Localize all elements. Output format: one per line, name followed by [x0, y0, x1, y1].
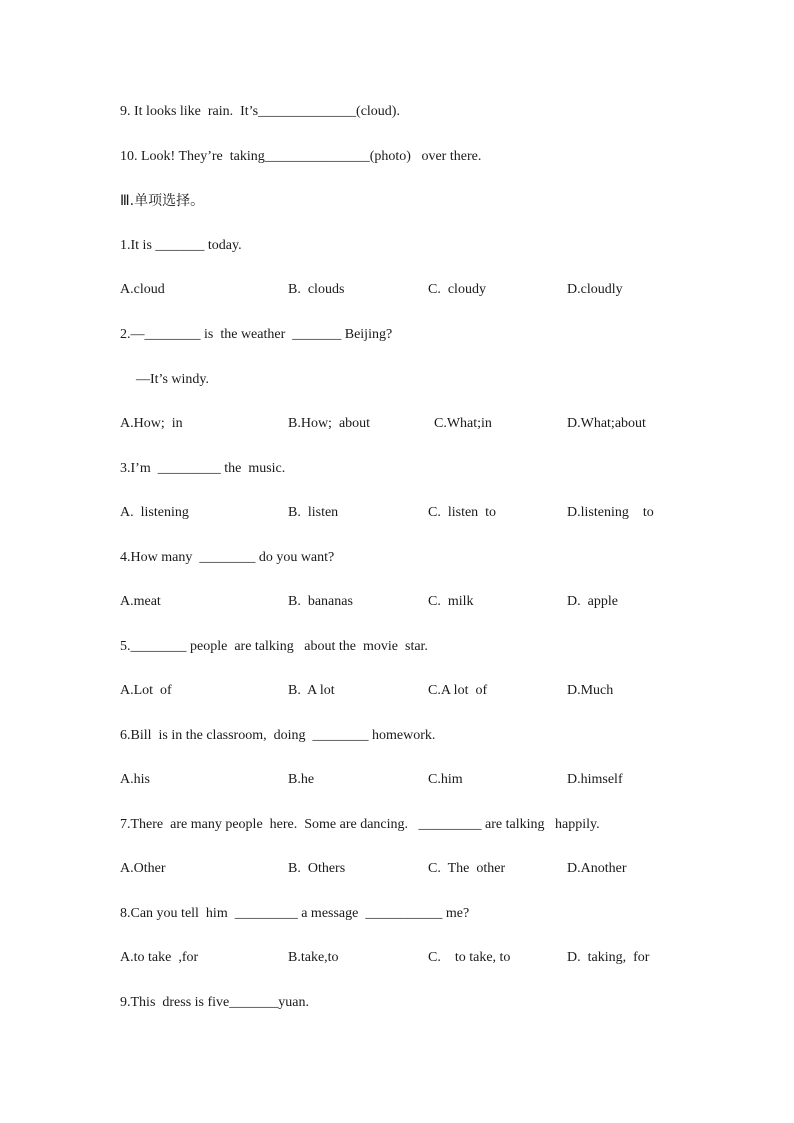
question-3-option-c: C. listen to	[428, 505, 497, 520]
question-1-stem: 1.It is _______ today.	[120, 238, 242, 253]
question-3-option-b: B. listen	[288, 505, 339, 520]
question-4-option-b: B. bananas	[288, 594, 353, 609]
question-8-option-c: C. to take, to	[428, 950, 511, 965]
question-4-option-c: C. milk	[428, 594, 474, 609]
fill-in-question-10: 10. Look! They’re taking_______________(photo) over there.	[120, 149, 482, 164]
question-3-option-d: D.listening to	[567, 505, 654, 520]
question-2-option-d: D.What;about	[567, 416, 646, 431]
question-3-option-a: A. listening	[120, 505, 189, 520]
question-1-option-c: C. cloudy	[428, 282, 486, 297]
question-2-response: —It’s windy.	[136, 372, 209, 387]
question-3-stem: 3.I’m _________ the music.	[120, 461, 286, 476]
question-5-stem: 5.________ people are talking about the movie star.	[120, 639, 428, 654]
question-5-option-a: A.Lot of	[120, 683, 172, 698]
fill-in-question-9: 9. It looks like rain. It’s______________(cloud).	[120, 104, 400, 119]
question-8-stem: 8.Can you tell him _________ a message ___________ me?	[120, 906, 470, 921]
question-5-option-d: D.Much	[567, 683, 614, 698]
question-8-option-b: B.take,to	[288, 950, 339, 965]
question-7-option-a: A.Other	[120, 861, 166, 876]
question-1-option-b: B. clouds	[288, 282, 345, 297]
question-1-option-d: D.cloudly	[567, 282, 623, 297]
question-4-stem: 4.How many ________ do you want?	[120, 550, 335, 565]
question-7-option-d: D.Another	[567, 861, 627, 876]
question-2-option-c: C.What;in	[434, 416, 492, 431]
question-7-option-c: C. The other	[428, 861, 506, 876]
question-7-option-b: B. Others	[288, 861, 346, 876]
question-8-option-a: A.to take ,for	[120, 950, 199, 965]
question-7-stem: 7.There are many people here. Some are dancing. _________ are talking happily.	[120, 817, 600, 832]
question-6-option-b: B.he	[288, 772, 315, 787]
question-4-option-d: D. apple	[567, 594, 618, 609]
question-8-option-d: D. taking, for	[567, 950, 650, 965]
question-6-option-a: A.his	[120, 772, 150, 787]
question-9-stem: 9.This dress is five_______yuan.	[120, 995, 309, 1010]
question-4-option-a: A.meat	[120, 594, 161, 609]
question-5-option-b: B. A lot	[288, 683, 335, 698]
question-2-option-a: A.How; in	[120, 416, 183, 431]
question-2-option-b: B.How; about	[288, 416, 371, 431]
question-6-stem: 6.Bill is in the classroom, doing ________ homework.	[120, 728, 436, 743]
question-6-option-d: D.himself	[567, 772, 623, 787]
question-6-option-c: C.him	[428, 772, 463, 787]
question-5-option-c: C.A lot of	[428, 683, 488, 698]
section-title: Ⅲ.单项选择。	[120, 193, 205, 209]
question-1-option-a: A.cloud	[120, 282, 165, 297]
question-2-stem: 2.—________ is the weather _______ Beijing?	[120, 327, 393, 342]
